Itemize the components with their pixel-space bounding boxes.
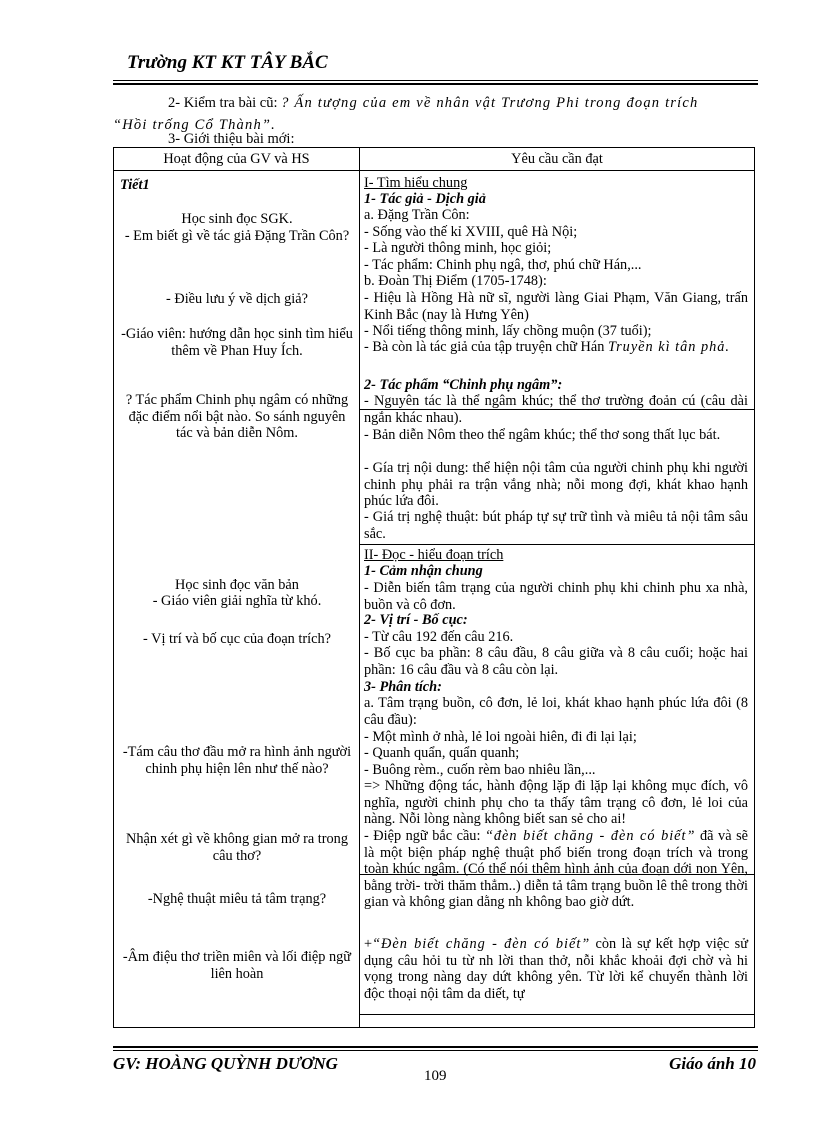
section-heading: 1- Cảm nhận chung <box>364 563 483 579</box>
activity-text: -Giáo viên: hướng dẫn học sinh tìm hiểu thêm về Phan Huy Ích. <box>121 326 353 359</box>
requirement-text: - Nguyên tác là thể ngâm khúc; thể thơ trường đoản cú (câu dài ngắn khác nhau). <box>364 393 748 426</box>
section-heading: 2- Vị trí - Bố cục: <box>364 612 468 628</box>
requirement-text: - Một mình ở nhà, lẻ loi ngoài hiên, đi đi lại lại; <box>364 729 637 745</box>
section-divider <box>360 1014 754 1015</box>
section-heading: 3- Phân tích: <box>364 679 442 695</box>
italic-quote: “đèn biết chăng - đèn có biết” <box>484 828 696 844</box>
left-column-cell <box>114 171 360 1028</box>
section-heading: 1- Tác giả - Dịch giả <box>364 191 486 207</box>
requirement-text: b. Đoàn Thị Điểm (1705-1748): <box>364 273 547 289</box>
header-rule <box>113 80 758 81</box>
intro-prefix: 2- Kiểm tra bài cũ: <box>168 95 282 111</box>
activity-text: - Điều lưu ý về dịch giả? <box>166 291 308 307</box>
italic-quote: Truyền kì tân phả. <box>607 339 730 355</box>
section-divider <box>360 409 754 410</box>
activity-text: - Vị trí và bố cục của đoạn trích? <box>143 631 331 647</box>
requirement-text: a. Tâm trạng buồn, cô đơn, lẻ loi, khát khao hạnh phúc lứa đôi (8 câu đầu): <box>364 695 748 728</box>
section-divider <box>360 544 754 545</box>
header-rule-thick <box>113 83 758 85</box>
intro-line-1 <box>113 95 758 112</box>
section-heading: 2- Tác phẩm “Chinh phụ ngâm”: <box>364 377 563 393</box>
requirement-text: - Từ câu 192 đến câu 216. <box>364 629 514 645</box>
requirement-text: - Giá trị nghệ thuật: bút pháp tự sự trữ tình và miêu tả nội tâm sâu sắc. <box>364 509 748 542</box>
footer-rule-thick <box>113 1046 758 1048</box>
requirement-text: - Điệp ngữ bắc cầu: “đèn biết chăng - đèn có biết” đã và sẽ là một biện pháp nghệ thuật phổ biến trong đoạn trích và trong toàn khúc ngâm. (Có thể nói thêm hình ảnh của đoạn dới non Yên, bằng trời- trời thăm thẳm..) diễn tả tâm trạng buồn lê thê trong thời gian và không gian dằng nh không bao giờ dứt. <box>364 828 748 911</box>
requirement-text: - Diễn biến tâm trạng của người chinh phụ khi chinh phu xa nhà, buồn và cô đơn. <box>364 580 748 613</box>
table-header-row <box>114 148 755 171</box>
lesson-table <box>113 147 755 1028</box>
requirement-text: - Bản diễn Nôm theo thể ngâm khúc; thể thơ song thất lục bát. <box>364 427 721 443</box>
intro-question-cont: “Hồi trống Cổ Thành”. <box>113 117 276 133</box>
col-header-activities: Hoạt động của GV và HS <box>114 148 360 171</box>
activity-text: -Tám câu thơ đầu mở ra hình ảnh người chinh phụ hiện lên như thế nào? <box>122 744 352 777</box>
requirement-text: - Nổi tiếng thông minh, lấy chồng muộn (37 tuổi); <box>364 323 652 339</box>
requirement-text: => Những động tác, hành động lặp đi lặp lại không mục đích, vô nghĩa, người chinh phụ cho ta thấy tâm trạng cô đơn, lẻ loi của nàng. Nỗi lòng nàng không biết san sẻ cho ai! <box>364 778 748 828</box>
requirement-text: - Tác phẩm: Chinh phụ ngâ, thơ, phú chữ Hán,... <box>364 257 642 273</box>
activity-text: - Giáo viên giải nghĩa từ khó. <box>152 593 322 609</box>
footer-book: Giáo ánh 10 <box>669 1054 756 1073</box>
intro-question: ? Ấn tượng của em về nhân vật Trương Phi trong đoạn trích <box>281 95 699 111</box>
section-heading: I- Tìm hiểu chung <box>364 175 468 191</box>
right-column-cell <box>360 171 755 1028</box>
requirement-text: - Là người thông minh, học giỏi; <box>364 240 552 256</box>
requirement-text: - Sống vào thế kỉ XVIII, quê Hà Nội; <box>364 224 578 240</box>
requirement-text: - Hiệu là Hồng Hà nữ sĩ, người làng Giai Phạm, Văn Giang, trấn Kinh Bắc (nay là Hưng Yên) <box>364 290 748 323</box>
requirement-text: - Buông rèm., cuốn rèm bao nhiêu lần,... <box>364 762 596 778</box>
requirement-text: +“Đèn biết chăng - đèn có biết” còn là sự kết hợp việc sử dụng câu hỏi tu từ nh lời than thở, nỗi khắc khoải đợi chờ và hi vọng trong nàng day dứt không yên. Từ lời kể chuyển thành lời độc thoại nội tâm da diết, tự <box>364 936 748 1002</box>
activity-text: Học sinh đọc SGK. <box>181 211 293 227</box>
requirement-text: a. Đặng Trần Côn: <box>364 207 470 223</box>
activity-text: - Em biết gì về tác giả Đặng Trần Côn? <box>124 228 350 244</box>
col-header-requirements: Yêu cầu cần đạt <box>360 148 755 171</box>
activity-text: Nhận xét gì về không gian mở ra trong câu thơ? <box>126 831 348 864</box>
table-body-row <box>114 171 755 1028</box>
intro-line-3: 3- Giới thiệu bài mới: <box>168 131 295 147</box>
school-header: Trường KT KT TÂY BẮC <box>127 52 328 73</box>
activity-text: -Âm điệu thơ triền miên và lối điệp ngữ liên hoàn <box>122 949 352 982</box>
section-heading: II- Đọc - hiểu đoạn trích <box>364 547 504 563</box>
requirement-text: - Gía trị nội dung: thể hiện nội tâm của người chinh phụ khi người chinh phụ phải ra trận vắng nhà; nỗi mong đợi, khát khao hạnh phúc lứa đôi. <box>364 460 748 510</box>
activity-text: -Nghệ thuật miêu tả tâm trạng? <box>147 891 327 907</box>
requirement-text: - Bà còn là tác giả của tập truyện chữ Hán Truyền kì tân phả. <box>364 339 730 355</box>
italic-quote: “Đèn biết chăng - đèn có biết” <box>372 936 591 952</box>
activity-text: ? Tác phẩm Chinh phụ ngâm có những đặc điểm nổi bật nào. So sánh nguyên tác và bản diễn Nôm. <box>125 392 349 442</box>
activity-text: Tiết1 <box>120 177 150 193</box>
requirement-text: - Quanh quẩn, quẩn quanh; <box>364 745 520 761</box>
activity-text: Học sinh đọc văn bản <box>175 577 299 593</box>
section-divider <box>360 874 754 875</box>
footer-rule <box>113 1050 758 1051</box>
requirement-text: - Bố cục ba phần: 8 câu đầu, 8 câu giữa và 8 câu cuối; hoặc hai phần: 16 câu đầu và 8 câu còn lại. <box>364 645 748 678</box>
page-number: 109 <box>424 1068 447 1084</box>
footer-teacher: GV: HOÀNG QUỲNH DƯƠNG <box>113 1054 338 1073</box>
